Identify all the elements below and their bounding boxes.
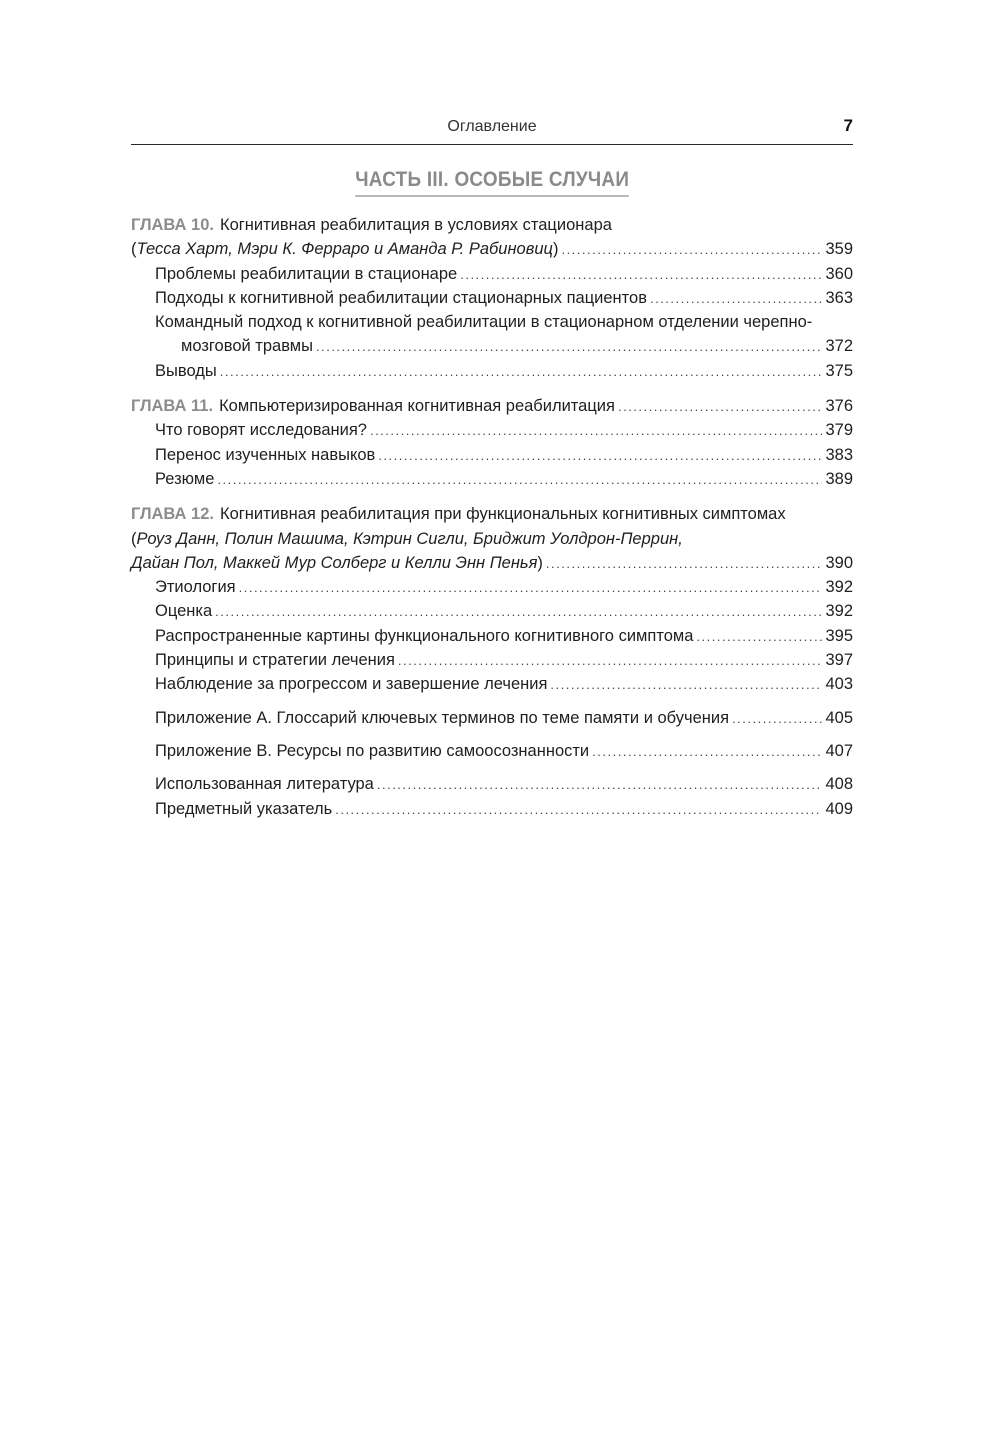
running-header-title: Оглавление <box>447 118 537 135</box>
leader-dots <box>732 707 822 731</box>
leader-dots <box>370 419 823 443</box>
section-title: Резюме <box>155 469 215 488</box>
toc-section[interactable] <box>131 648 853 672</box>
leader-dots <box>239 576 823 600</box>
page-ref: 390 <box>825 553 853 572</box>
toc-chapter-12-title[interactable] <box>131 502 853 526</box>
leader-dots <box>215 600 822 624</box>
chapter-label: ГЛАВА 12. <box>131 505 214 524</box>
toc-section[interactable] <box>131 262 853 286</box>
leader-dots <box>618 395 823 419</box>
section-title: Что говорят исследования? <box>155 421 367 440</box>
page-ref: 409 <box>825 799 853 818</box>
leader-dots <box>546 552 823 576</box>
toc-references[interactable] <box>131 772 853 796</box>
spacer <box>131 383 853 394</box>
chapter-title: Когнитивная реабилитация в условиях стационара <box>219 216 612 234</box>
back-matter-title: Использованная литература <box>155 775 374 794</box>
page-ref: 408 <box>825 775 853 794</box>
running-header <box>131 114 853 145</box>
toc-section[interactable] <box>131 624 853 648</box>
page-ref: 403 <box>825 675 853 694</box>
table-of-contents <box>131 213 853 821</box>
toc-section[interactable] <box>131 418 853 442</box>
chapter-authors-line-1: Роуз Данн, Полин Машима, Кэтрин Сигли, Бриджит Уолдрон-Перрин, <box>136 529 683 548</box>
section-title-continued: мозговой травмы <box>181 337 313 356</box>
section-title: Перенос изученных навыков <box>155 445 376 464</box>
chapter-label: ГЛАВА 10. <box>131 216 214 234</box>
page-number: 7 <box>843 116 853 135</box>
paren-open: ( <box>131 240 137 259</box>
page-ref: 389 <box>825 469 853 488</box>
page-ref: 392 <box>825 578 853 597</box>
toc-section[interactable] <box>131 672 853 696</box>
section-title: Командный подход к когнитивной реабилитации в стационарном отделении черепно- <box>155 313 813 332</box>
leader-dots <box>316 335 822 359</box>
part-title: ЧАСТЬ III. ОСОБЫЕ СЛУЧАИ <box>355 168 629 197</box>
leader-dots <box>335 798 822 822</box>
chapter-title: Когнитивная реабилитация при функциональных когнитивных симптомах <box>219 505 786 524</box>
toc-appendix-a[interactable] <box>131 706 853 730</box>
chapter-title: Компьютеризированная когнитивная реабилитация <box>219 397 615 416</box>
leader-dots <box>377 773 823 797</box>
section-title: Этиология <box>155 578 236 597</box>
page-ref: 360 <box>825 264 853 283</box>
toc-section[interactable] <box>131 359 853 383</box>
part-heading <box>131 168 853 197</box>
page-ref: 375 <box>825 361 853 380</box>
page-ref: 363 <box>825 288 853 307</box>
spacer <box>131 491 853 502</box>
section-title: Выводы <box>155 361 217 380</box>
page-ref: 359 <box>825 240 853 259</box>
toc-chapter-10-title[interactable] <box>131 213 853 237</box>
chapter-authors: Тесса Харт, Мэри К. Ферраро и Аманда Р. Рабиновиц <box>136 240 553 259</box>
page-ref: 392 <box>825 602 853 621</box>
back-matter-title: Предметный указатель <box>155 799 333 818</box>
toc-section[interactable] <box>131 599 853 623</box>
paren-close: ) <box>552 240 559 259</box>
spacer <box>131 697 853 706</box>
leader-dots <box>398 649 823 673</box>
section-title: Проблемы реабилитации в стационаре <box>155 264 458 283</box>
leader-dots <box>561 238 822 262</box>
toc-chapter-12-authors-cont[interactable] <box>131 551 853 575</box>
page-ref: 407 <box>825 741 853 760</box>
toc-section-continuation[interactable] <box>131 334 853 358</box>
chapter-label: ГЛАВА 11. <box>131 397 214 416</box>
page-ref: 383 <box>825 445 853 464</box>
leader-dots <box>696 625 822 649</box>
leader-dots <box>220 360 823 384</box>
toc-section[interactable] <box>131 467 853 491</box>
toc-chapter-12-authors[interactable] <box>131 527 853 551</box>
spacer <box>131 730 853 739</box>
section-title: Наблюдение за прогрессом и завершение лечения <box>155 675 548 694</box>
page-ref: 372 <box>825 337 853 356</box>
section-title: Принципы и стратегии лечения <box>155 651 395 670</box>
page-ref: 405 <box>825 708 853 727</box>
toc-section[interactable] <box>131 443 853 467</box>
toc-section[interactable] <box>131 310 853 334</box>
toc-appendix-b[interactable] <box>131 739 853 763</box>
leader-dots <box>592 740 822 764</box>
paren-open: ( <box>131 529 137 548</box>
toc-section[interactable] <box>131 575 853 599</box>
page-ref: 376 <box>825 397 853 416</box>
toc-chapter-10-authors[interactable] <box>131 237 853 261</box>
toc-chapter-11-title[interactable] <box>131 394 853 418</box>
section-title: Распространенные картины функционального когнитивного симптома <box>155 626 694 645</box>
leader-dots <box>550 673 822 697</box>
appendix-title: Приложение A. Глоссарий ключевых терминов по теме памяти и обучения <box>155 708 730 727</box>
leader-dots <box>650 287 823 311</box>
toc-index[interactable] <box>131 797 853 821</box>
page-ref: 395 <box>825 626 853 645</box>
page-ref: 379 <box>825 421 853 440</box>
leader-dots <box>460 263 822 287</box>
leader-dots <box>217 468 822 492</box>
page-ref: 397 <box>825 651 853 670</box>
section-title: Подходы к когнитивной реабилитации стационарных пациентов <box>155 288 647 307</box>
appendix-title: Приложение B. Ресурсы по развитию самоосознанности <box>155 741 590 760</box>
leader-dots <box>378 444 822 468</box>
section-title: Оценка <box>155 602 213 621</box>
chapter-authors-line-2: Дайан Пол, Маккей Мур Солберг и Келли Энн Пенья <box>131 553 538 572</box>
paren-close: ) <box>537 553 543 572</box>
spacer <box>131 763 853 772</box>
toc-section[interactable] <box>131 286 853 310</box>
